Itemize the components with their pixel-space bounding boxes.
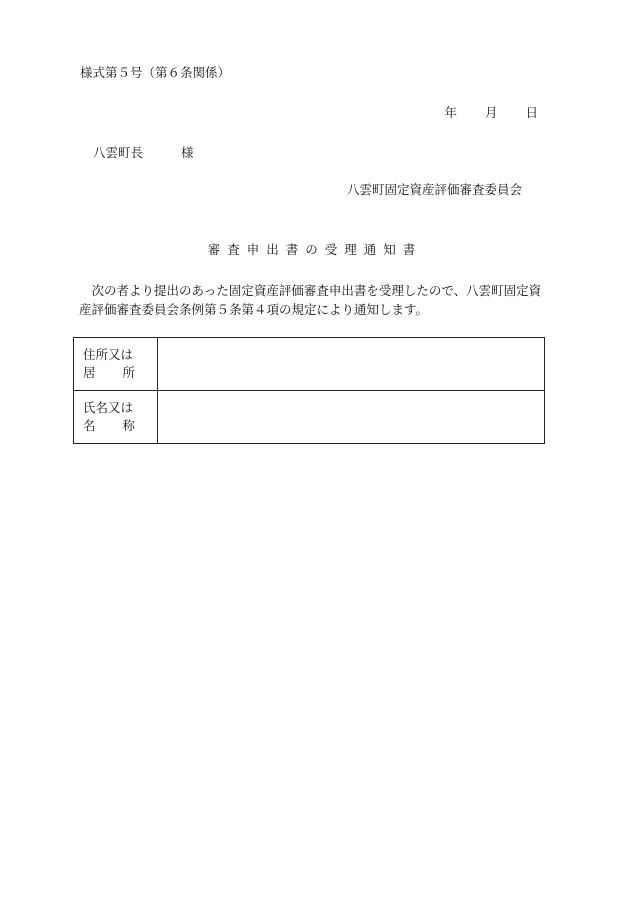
name-value-cell bbox=[158, 391, 545, 444]
address-label-cell bbox=[74, 338, 158, 391]
address-label-line1: 住所又は bbox=[83, 347, 134, 362]
date-line bbox=[444, 105, 538, 121]
address-value-cell bbox=[158, 338, 545, 391]
day-label: 日 bbox=[525, 105, 538, 120]
addressee-name: 八雲町長 bbox=[93, 145, 144, 160]
document-title: 審査申出書の受理通知書 bbox=[207, 242, 423, 257]
applicant-info-table bbox=[73, 337, 545, 444]
month-label: 月 bbox=[484, 105, 498, 120]
form-number: 様式第５号（第６条関係） bbox=[80, 65, 231, 80]
name-label-cell bbox=[74, 391, 158, 444]
addressee bbox=[93, 145, 194, 161]
address-label-line2: 居 所 bbox=[83, 365, 135, 380]
table-row bbox=[74, 338, 545, 391]
issuing-committee: 八雲町固定資産評価審査委員会 bbox=[346, 182, 522, 197]
table-row bbox=[74, 391, 545, 444]
name-label-line2: 名 称 bbox=[83, 418, 135, 433]
name-label-line1: 氏名又は bbox=[83, 400, 134, 415]
body-text: 次の者より提出のあった固定資産評価審査申出書を受理したので、八雲町固定資産評価審査委員会条例第５条第４項の規定により通知します。 bbox=[79, 283, 542, 317]
addressee-honorific: 様 bbox=[181, 145, 194, 160]
year-label: 年 bbox=[444, 105, 457, 120]
